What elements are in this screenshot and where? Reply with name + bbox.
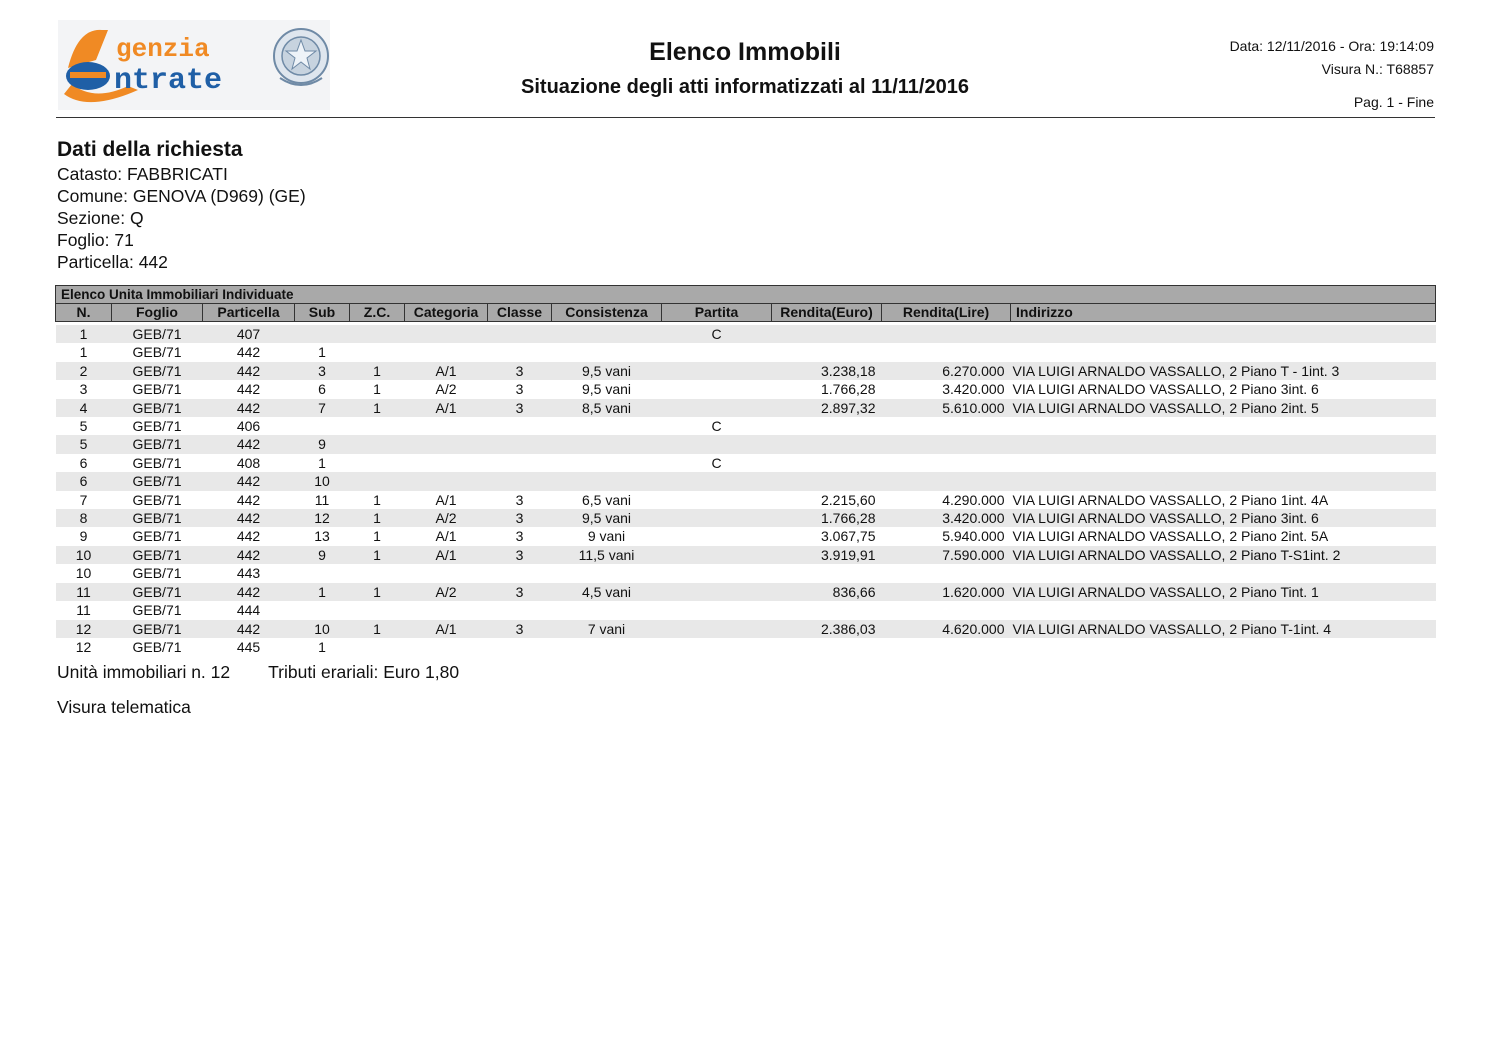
cell-rendita-lire <box>882 343 1011 361</box>
cell-rendita-euro: 2.897,32 <box>772 399 882 417</box>
cell-sub: 10 <box>295 472 350 490</box>
cell-particella: 445 <box>236 638 261 655</box>
cell-foglio: GEB/71 <box>132 381 182 398</box>
visura-type: Visura telematica <box>57 697 191 717</box>
cell-categoria: A/1 <box>435 491 457 508</box>
cell-rendita-euro: 3.067,75 <box>821 528 876 545</box>
header-divider <box>56 117 1435 118</box>
cell-categoria <box>405 343 488 361</box>
cell-rendita-euro <box>772 435 882 453</box>
cell-classe: 3 <box>488 362 552 380</box>
cell-indirizzo <box>1011 601 1436 619</box>
cell-rendita-lire <box>882 454 1011 472</box>
cell-partita <box>662 620 772 638</box>
cell-categoria: A/2 <box>405 509 488 527</box>
cell-consistenza: 9,5 vani <box>552 509 662 527</box>
cell-sub: 1 <box>318 638 326 655</box>
cell-particella: 442 <box>203 362 295 380</box>
cell-num: 4 <box>56 399 112 417</box>
property-units-table <box>55 285 1436 656</box>
cell-particella: 442 <box>236 528 261 545</box>
cell-consistenza <box>552 325 662 343</box>
cell-categoria <box>405 435 488 453</box>
column-header-rendita-lire: Rendita(Lire) <box>882 304 1011 322</box>
cell-sub <box>295 564 350 582</box>
column-header-particella: Particella <box>203 304 295 322</box>
cell-rendita-euro: 836,66 <box>772 583 882 601</box>
column-header-zc: Z.C. <box>350 304 405 322</box>
table-row <box>56 546 1436 564</box>
logo-text-bottom: ntrate <box>114 64 223 98</box>
cell-sub: 3 <box>295 362 350 380</box>
table-row <box>56 454 1436 472</box>
cell-rendita-lire <box>882 638 1011 656</box>
table-row <box>56 527 1436 545</box>
cell-rendita-lire <box>882 472 1011 490</box>
cell-consistenza: 9,5 vani <box>581 381 632 398</box>
table-row <box>56 417 1436 435</box>
table-row <box>56 509 1436 527</box>
column-header-sub: Sub <box>295 304 350 322</box>
cell-rendita-euro: 3.238,18 <box>772 362 882 380</box>
cell-consistenza: 6,5 vani <box>581 491 632 508</box>
cell-rendita-lire <box>882 435 1011 453</box>
column-header-rendita-euro: Rendita(Euro) <box>772 304 882 322</box>
cell-num: 6 <box>56 472 112 490</box>
cell-indirizzo: VIA LUIGI ARNALDO VASSALLO, 2 Piano 2int. 5 <box>1011 399 1436 417</box>
cell-classe <box>488 417 552 435</box>
document-title: Elenco Immobili <box>649 38 841 66</box>
cell-zc: 1 <box>373 528 381 545</box>
table-row <box>56 380 1436 398</box>
cell-indirizzo: VIA LUIGI ARNALDO VASSALLO, 2 Piano T-1int. 4 <box>1011 620 1436 638</box>
cell-sub <box>295 325 350 343</box>
request-catasto: Catasto: FABBRICATI <box>57 164 228 184</box>
cell-zc: 1 <box>373 491 381 508</box>
cell-classe: 3 <box>488 546 552 564</box>
cell-categoria <box>405 638 488 656</box>
cell-zc <box>350 638 405 656</box>
table-row <box>56 638 1436 656</box>
cell-num: 2 <box>56 362 112 380</box>
cell-foglio: GEB/71 <box>112 546 203 564</box>
cell-zc <box>350 325 405 343</box>
cell-foglio: GEB/71 <box>112 583 203 601</box>
cell-partita: C <box>662 325 772 343</box>
cell-indirizzo <box>1011 454 1436 472</box>
cell-categoria <box>405 325 488 343</box>
cell-foglio: GEB/71 <box>112 620 203 638</box>
table-header-row <box>56 304 1436 322</box>
cell-consistenza: 9 vani <box>587 528 626 545</box>
cell-indirizzo <box>1011 417 1436 435</box>
cell-rendita-lire: 3.420.000 <box>942 381 1005 398</box>
cell-sub: 11 <box>314 491 330 508</box>
cell-rendita-euro <box>772 638 882 656</box>
cell-consistenza <box>552 417 662 435</box>
cell-rendita-lire <box>882 564 1011 582</box>
cell-foglio: GEB/71 <box>132 565 182 582</box>
cell-foglio: GEB/71 <box>132 602 182 619</box>
cell-categoria <box>405 564 488 582</box>
cell-particella: 442 <box>203 509 295 527</box>
cell-zc: 1 <box>350 546 405 564</box>
cell-foglio: GEB/71 <box>112 325 203 343</box>
cell-rendita-euro: 2.215,60 <box>821 491 876 508</box>
column-header-consistenza: Consistenza <box>552 304 662 322</box>
cell-partita <box>662 380 772 398</box>
cell-classe <box>488 638 552 656</box>
cell-categoria: A/2 <box>435 381 457 398</box>
cell-zc: 1 <box>373 381 381 398</box>
cell-num: 11 <box>56 583 112 601</box>
cell-indirizzo: VIA LUIGI ARNALDO VASSALLO, 2 Piano 1int. 4A <box>1012 491 1329 508</box>
cell-num: 1 <box>79 344 88 361</box>
cell-partita <box>662 491 772 509</box>
cell-partita: C <box>711 418 722 435</box>
cell-rendita-euro <box>772 601 882 619</box>
cell-zc: 1 <box>350 362 405 380</box>
cell-categoria: A/1 <box>405 399 488 417</box>
cell-num: 3 <box>79 381 88 398</box>
cell-consistenza <box>552 601 662 619</box>
cell-categoria: A/1 <box>405 620 488 638</box>
cell-zc <box>350 435 405 453</box>
cell-indirizzo: VIA LUIGI ARNALDO VASSALLO, 2 Piano Tint. 1 <box>1011 583 1436 601</box>
cell-classe <box>488 435 552 453</box>
table-row <box>56 564 1436 582</box>
cell-zc <box>350 564 405 582</box>
cell-num: 12 <box>56 620 112 638</box>
cell-foglio: GEB/71 <box>132 491 182 508</box>
cell-foglio: GEB/71 <box>132 638 182 655</box>
cell-classe: 3 <box>515 381 524 398</box>
request-foglio: Foglio: 71 <box>57 230 134 250</box>
cell-particella: 406 <box>236 418 261 435</box>
cell-rendita-euro <box>772 472 882 490</box>
cell-indirizzo: VIA LUIGI ARNALDO VASSALLO, 2 Piano T - 1int. 3 <box>1011 362 1436 380</box>
cell-foglio: GEB/71 <box>132 528 182 545</box>
cell-rendita-lire: 5.610.000 <box>882 399 1011 417</box>
cell-zc <box>350 417 405 435</box>
cell-classe: 3 <box>488 399 552 417</box>
cell-classe: 3 <box>488 583 552 601</box>
cell-num: 11 <box>76 602 91 619</box>
cell-rendita-euro: 1.766,28 <box>821 381 876 398</box>
cell-zc <box>350 454 405 472</box>
units-count: Unità immobiliari n. 12 <box>57 662 231 682</box>
column-header-foglio: Foglio <box>112 304 203 322</box>
cell-particella: 442 <box>236 491 261 508</box>
cell-sub: 1 <box>318 454 326 471</box>
cell-rendita-lire <box>882 417 1011 435</box>
cell-sub <box>295 417 350 435</box>
column-header-partita: Partita <box>662 304 772 322</box>
cell-sub: 6 <box>318 381 326 398</box>
logo-text-top: genzia <box>116 34 210 64</box>
cell-consistenza <box>552 564 662 582</box>
cell-rendita-lire: 4.290.000 <box>942 491 1005 508</box>
cell-foglio: GEB/71 <box>132 344 182 361</box>
cell-rendita-euro <box>772 417 882 435</box>
cell-partita <box>662 435 772 453</box>
cell-particella: 442 <box>236 381 261 398</box>
cell-rendita-euro: 3.919,91 <box>772 546 882 564</box>
request-comune: Comune: GENOVA (D969) (GE) <box>57 186 306 206</box>
cell-particella: 442 <box>203 472 295 490</box>
cell-partita <box>662 399 772 417</box>
table-row <box>56 399 1436 417</box>
cell-particella: 442 <box>203 583 295 601</box>
cell-categoria <box>405 601 488 619</box>
cell-sub: 12 <box>295 509 350 527</box>
cell-categoria <box>405 472 488 490</box>
column-header-categoria: Categoria <box>405 304 488 322</box>
cell-foglio: GEB/71 <box>112 362 203 380</box>
cell-zc: 1 <box>350 620 405 638</box>
cell-partita <box>662 509 772 527</box>
cell-num: 5 <box>56 435 112 453</box>
cell-rendita-lire: 5.940.000 <box>942 528 1005 545</box>
cell-consistenza <box>552 638 662 656</box>
cell-num: 6 <box>79 454 88 471</box>
cell-categoria: A/1 <box>405 362 488 380</box>
table-row <box>56 583 1436 601</box>
cell-categoria: A/2 <box>405 583 488 601</box>
table-row <box>56 491 1436 509</box>
cell-foglio: GEB/71 <box>112 399 203 417</box>
cell-sub: 9 <box>295 546 350 564</box>
table-row <box>56 435 1436 453</box>
request-heading: Dati della richiesta <box>57 138 243 161</box>
cell-zc <box>350 472 405 490</box>
cell-partita <box>662 527 772 545</box>
cell-rendita-lire <box>882 325 1011 343</box>
table-row <box>56 362 1436 380</box>
cell-consistenza: 9,5 vani <box>552 362 662 380</box>
summary-line <box>57 662 459 683</box>
cell-num: 1 <box>56 325 112 343</box>
cell-consistenza: 8,5 vani <box>552 399 662 417</box>
cell-partita <box>662 546 772 564</box>
cell-rendita-lire: 6.270.000 <box>882 362 1011 380</box>
cell-indirizzo <box>1011 325 1436 343</box>
table-caption: Elenco Unita Immobiliari Individuate <box>56 286 1436 304</box>
cell-classe: 3 <box>488 620 552 638</box>
cell-partita <box>662 343 772 361</box>
cell-particella: 442 <box>236 344 261 361</box>
cell-num: 5 <box>79 418 88 435</box>
document-subtitle: Situazione degli atti informatizzati al 11/11/2016 <box>521 76 969 98</box>
column-header-indirizzo: Indirizzo <box>1011 304 1436 322</box>
cell-foglio: GEB/71 <box>112 472 203 490</box>
cell-partita <box>662 583 772 601</box>
visura-number: Visura N.: T68857 <box>1321 61 1434 77</box>
cell-particella: 444 <box>236 602 261 619</box>
cell-consistenza <box>552 343 662 361</box>
cell-categoria <box>405 454 488 472</box>
cell-partita <box>662 472 772 490</box>
table-row <box>56 325 1436 343</box>
cell-foglio: GEB/71 <box>132 418 182 435</box>
cell-sub: 9 <box>295 435 350 453</box>
cell-indirizzo: VIA LUIGI ARNALDO VASSALLO, 2 Piano 3int. 6 <box>1012 381 1319 398</box>
cell-rendita-euro <box>772 343 882 361</box>
request-particella: Particella: 442 <box>57 252 168 272</box>
cell-num: 12 <box>75 638 92 655</box>
cell-classe <box>488 601 552 619</box>
cell-sub: 1 <box>295 583 350 601</box>
cell-consistenza <box>552 472 662 490</box>
cell-zc <box>350 601 405 619</box>
cell-partita: C <box>711 454 722 471</box>
cell-rendita-lire: 7.590.000 <box>882 546 1011 564</box>
cell-particella: 442 <box>203 435 295 453</box>
cell-consistenza: 4,5 vani <box>552 583 662 601</box>
cell-rendita-euro: 2.386,03 <box>772 620 882 638</box>
cell-partita <box>662 601 772 619</box>
cell-sub: 1 <box>318 344 326 361</box>
date-time: Data: 12/11/2016 - Ora: 19:14:09 <box>1229 38 1434 54</box>
cell-zc: 1 <box>350 509 405 527</box>
cell-categoria <box>405 417 488 435</box>
cell-indirizzo <box>1011 435 1436 453</box>
cell-partita <box>662 564 772 582</box>
cell-num: 8 <box>56 509 112 527</box>
cell-num: 10 <box>56 546 112 564</box>
cell-rendita-euro: 1.766,28 <box>772 509 882 527</box>
cell-rendita-lire: 4.620.000 <box>882 620 1011 638</box>
cell-zc: 1 <box>350 399 405 417</box>
cell-rendita-lire <box>882 601 1011 619</box>
table-row <box>56 601 1436 619</box>
cell-indirizzo: VIA LUIGI ARNALDO VASSALLO, 2 Piano 2int. 5A <box>1012 528 1329 545</box>
cell-particella: 443 <box>236 565 261 582</box>
cell-rendita-euro <box>772 325 882 343</box>
request-sezione: Sezione: Q <box>57 208 144 228</box>
cell-num: 9 <box>79 528 88 545</box>
cell-classe: 3 <box>488 509 552 527</box>
cell-particella: 442 <box>203 399 295 417</box>
table-row <box>56 343 1436 361</box>
cell-indirizzo <box>1011 638 1436 656</box>
cell-rendita-lire: 1.620.000 <box>882 583 1011 601</box>
cell-indirizzo: VIA LUIGI ARNALDO VASSALLO, 2 Piano T-S1int. 2 <box>1011 546 1436 564</box>
cell-foglio: GEB/71 <box>112 435 203 453</box>
cell-particella: 407 <box>203 325 295 343</box>
cell-zc: 1 <box>350 583 405 601</box>
cell-indirizzo <box>1011 343 1436 361</box>
cell-num: 10 <box>75 565 92 582</box>
cell-classe <box>488 325 552 343</box>
cell-zc <box>350 343 405 361</box>
cell-particella: 408 <box>236 454 261 471</box>
cell-sub <box>295 601 350 619</box>
cell-consistenza <box>552 435 662 453</box>
cell-classe: 3 <box>515 491 524 508</box>
cell-consistenza: 11,5 vani <box>552 546 662 564</box>
cell-num: 7 <box>79 491 88 508</box>
page-number: Pag. 1 - Fine <box>1353 94 1434 110</box>
cell-consistenza <box>552 454 662 472</box>
column-header-num: N. <box>56 304 112 322</box>
cell-categoria: A/1 <box>405 546 488 564</box>
cell-consistenza: 7 vani <box>552 620 662 638</box>
cell-classe <box>488 343 552 361</box>
cell-classe <box>488 564 552 582</box>
cell-classe <box>488 472 552 490</box>
cell-classe: 3 <box>515 528 524 545</box>
cell-indirizzo <box>1011 472 1436 490</box>
tributi-erariali: Tributi erariali: Euro 1,80 <box>268 662 460 682</box>
cell-sub: 7 <box>295 399 350 417</box>
cell-particella: 442 <box>203 546 295 564</box>
table-row <box>56 620 1436 638</box>
cell-indirizzo <box>1011 564 1436 582</box>
cell-partita <box>662 362 772 380</box>
table-row <box>56 472 1436 490</box>
cell-sub: 10 <box>295 620 350 638</box>
cell-foglio: GEB/71 <box>132 454 182 471</box>
cell-foglio: GEB/71 <box>112 509 203 527</box>
cell-rendita-lire: 3.420.000 <box>882 509 1011 527</box>
cell-classe <box>488 454 552 472</box>
cell-partita <box>662 638 772 656</box>
cell-rendita-euro <box>772 454 882 472</box>
cell-sub: 13 <box>314 528 330 545</box>
column-header-classe: Classe <box>488 304 552 322</box>
cell-categoria: A/1 <box>435 528 457 545</box>
cell-particella: 442 <box>203 620 295 638</box>
cell-indirizzo: VIA LUIGI ARNALDO VASSALLO, 2 Piano 3int. 6 <box>1011 509 1436 527</box>
cell-rendita-euro <box>772 564 882 582</box>
